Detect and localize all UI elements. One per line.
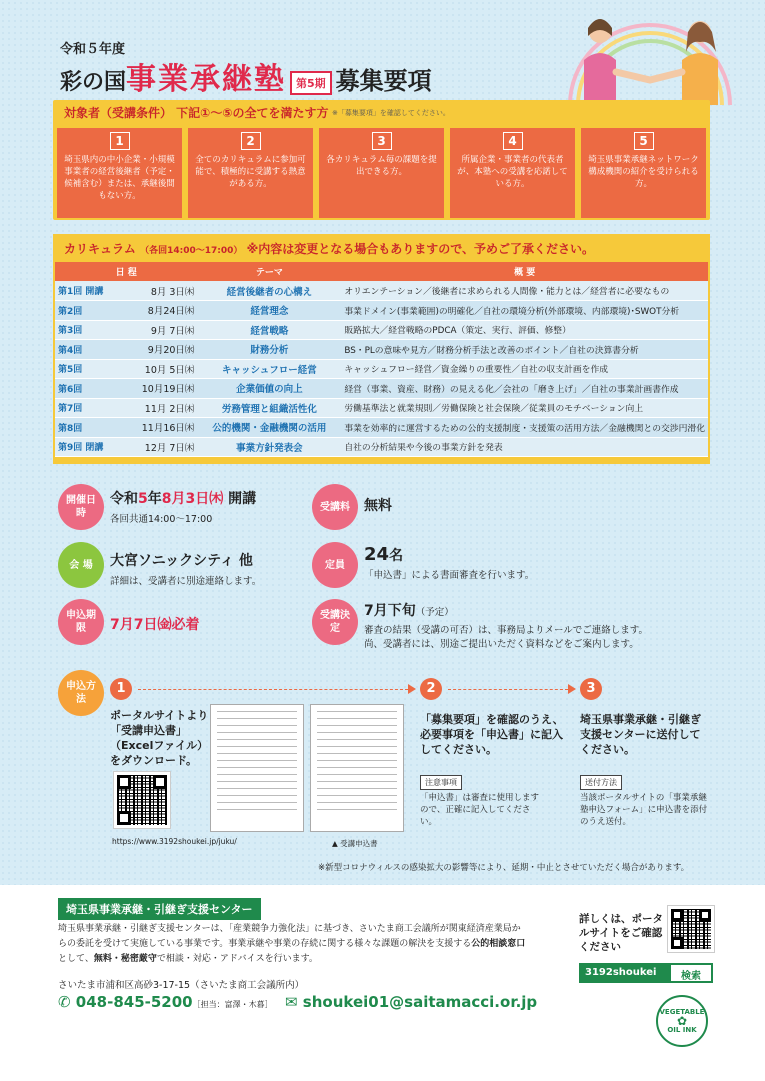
- fee-value: 無料: [364, 498, 392, 514]
- email-address: shoukei01@saitamacci.or.jp: [302, 993, 538, 1011]
- phone-icon: ✆: [58, 993, 76, 1011]
- deadline-label-badge: [58, 599, 104, 645]
- eligibility-card: [319, 128, 444, 218]
- tel-number: 048-845-5200: [75, 993, 193, 1011]
- ink-line1: VEGETABLE: [659, 1007, 705, 1016]
- leaf-icon: ✿: [676, 1013, 688, 1028]
- session-theme: 企業価値の向上: [197, 379, 341, 399]
- session-desc: 労働基準法と就業規則／労働保険と社会保険／従業員のモチベーション向上: [341, 398, 708, 418]
- eligibility-number: 3: [372, 132, 392, 150]
- step3-tag: 送付方法: [580, 775, 622, 790]
- session-desc: 自社の分析結果や今後の事業方針を発表: [341, 437, 708, 457]
- eligibility-text: 全てのカリキュラムに参加可能で、積極的に受講する熱意がある方。: [195, 155, 306, 189]
- fee-label-badge: [312, 484, 358, 530]
- session-date: 9月20日㈬: [115, 340, 198, 360]
- session-no: 第8回: [55, 418, 115, 438]
- session-date: 11月16日㈭: [115, 418, 198, 438]
- venue-info: [110, 550, 261, 587]
- session-no: 第3回: [55, 320, 115, 340]
- session-no: 第2回: [55, 301, 115, 321]
- step-arrow: [138, 689, 408, 690]
- opening-date: 8月3日㈭: [161, 491, 224, 507]
- eligibility-card: [581, 128, 706, 218]
- session-no: 第1回 開講: [55, 281, 115, 301]
- table-row: [55, 398, 708, 418]
- application-form-page-1: [210, 704, 304, 832]
- decision-value: 7月下旬: [364, 603, 416, 619]
- session-theme: 経営理念: [197, 301, 341, 321]
- opening-label: 開催日時: [66, 495, 96, 519]
- eligibility-note: ※「募集要項」を確認してください。: [332, 109, 450, 117]
- apply-label-badge: [58, 670, 104, 716]
- capacity-info: [364, 544, 534, 581]
- deadline-label: 申込期限: [66, 610, 96, 634]
- arrow-head-icon: [568, 684, 576, 694]
- search-box[interactable]: [579, 963, 713, 983]
- search-button[interactable]: 検索: [681, 971, 701, 982]
- eligibility-card: [450, 128, 575, 218]
- session-theme: 経営後継者の心構え: [197, 281, 341, 301]
- opening-year-unit: 年: [147, 491, 162, 507]
- session-desc: 事業を効率的に運営するための公的支援制度・支援策の活用方法／金融機関との交渉円滑化: [341, 418, 708, 438]
- session-theme: 労務管理と組織活性化: [197, 398, 341, 418]
- footer-tel[interactable]: [58, 993, 273, 1011]
- session-date: 11月 2日㈭: [115, 398, 198, 418]
- step-arrow: [448, 689, 568, 690]
- capacity-label-badge: [312, 542, 358, 588]
- term-badge: 第5期: [290, 71, 332, 95]
- eligibility-card: [188, 128, 313, 218]
- form-caption: ▲ 受講申込書: [332, 839, 378, 848]
- search-keyword: 3192shoukei: [581, 965, 671, 981]
- eligibility-text: 埼玉県内の中小企業・小規模事業者の経営後継者（予定・候補含む）または、承継後間もない方。: [64, 155, 175, 201]
- capacity-unit: 名: [389, 548, 404, 564]
- opening-label-badge: [58, 484, 104, 530]
- session-no: 第7回: [55, 398, 115, 418]
- step1-text: ポータルサイトより「受講申込書」（Excelファイル）をダウンロード。: [110, 709, 209, 767]
- eligibility-number: 4: [503, 132, 523, 150]
- session-date: 9月 7日㈭: [115, 320, 198, 340]
- capacity-label: 定員: [325, 559, 345, 571]
- deadline-value: 7月7日㈮必着: [110, 617, 200, 633]
- curriculum-time: （各回14:00〜17:00）: [140, 246, 243, 256]
- tel-note: ［担当：富澤・木暮］: [192, 1000, 273, 1009]
- eligibility-text: 埼玉県事業承継ネットワーク構成機関の紹介を受けられる方。: [588, 155, 699, 189]
- capacity-value-line: [364, 544, 534, 565]
- arrow-head-icon: [408, 684, 416, 694]
- table-row: [55, 320, 708, 340]
- footer-body-mid: として、: [58, 954, 94, 964]
- venue-label-badge: [58, 542, 104, 588]
- session-theme: キャッシュフロー経営: [197, 359, 341, 379]
- session-date: 10月19日㈭: [115, 379, 198, 399]
- title-suffix: 募集要項: [335, 67, 432, 95]
- step3-text: 埼玉県事業承継・引継ぎ支援センターに送付してください。: [580, 713, 701, 756]
- header-year: 令和５年度: [60, 42, 126, 57]
- eligibility-text: 所属企業・事業者の代表者が、本塾への受講を応諾している方。: [457, 155, 568, 189]
- session-no: 第5回: [55, 359, 115, 379]
- step2-tag: 注意事項: [420, 775, 462, 790]
- venue-title: 大宮ソニックシティ 他: [110, 553, 253, 569]
- step3-note: 当該ポータルサイトの「事業承継塾申込フォーム」に申込書を添付のうえ送付。: [580, 793, 708, 827]
- venue-label: 会 場: [69, 559, 93, 571]
- capacity-sub: 「申込書」による書面審査を行います。: [364, 570, 535, 581]
- table-row: [55, 418, 708, 438]
- portal-prompt: 詳しくは、ポータルサイトをご確認ください: [579, 913, 663, 953]
- footer-body-bold2: 無料・秘密厳守: [93, 954, 157, 964]
- qr-code-icon[interactable]: [114, 772, 170, 828]
- curriculum-change-note: ※内容は変更となる場合もありますので、予めご了承ください。: [246, 242, 594, 256]
- table-row: [55, 379, 708, 399]
- apply-label: 申込方法: [66, 681, 96, 705]
- vegetable-oil-ink-logo: [656, 995, 708, 1047]
- session-desc: オリエンテーション／後継者に求められる人間像・能力とは／経営者に必要なもの: [341, 281, 708, 301]
- col-theme: テーマ: [197, 262, 341, 281]
- table-row: [55, 281, 708, 301]
- title-brand: 事業承継塾: [126, 62, 287, 97]
- session-date: 10月 5日㈭: [115, 359, 198, 379]
- step3-number: 3: [580, 678, 602, 700]
- decision-note: （予定）: [415, 607, 454, 618]
- eligibility-number: 2: [241, 132, 261, 150]
- session-desc: 事業ドメイン(事業範囲)の明確化／自社の環境分析(外部環境、内部環境)･SWOT分析: [341, 301, 708, 321]
- page-title: [60, 54, 432, 98]
- decision-label: 受講決定: [320, 610, 350, 634]
- handshake-illustration: [560, 10, 740, 105]
- session-date: 8月 3日㈭: [115, 281, 198, 301]
- venue-sub: 詳細は、受講者に別途連絡します。: [110, 576, 262, 587]
- table-header-row: [55, 262, 708, 281]
- step2-note: 「申込書」は審査に使用しますので、正確に記入してください。: [420, 793, 540, 827]
- eligibility-text: 各カリキュラム毎の課題を提出できる方。: [326, 155, 437, 177]
- session-date: 12月 7日㈭: [115, 437, 198, 457]
- opening-title: [110, 488, 256, 508]
- session-date: 8月24日㈭: [115, 301, 198, 321]
- covid-note: ※新型コロナウィルスの感染拡大の影響等により、延期・中止とさせていただく場合があります。: [318, 863, 690, 873]
- curriculum-heading: [64, 240, 594, 257]
- opening-era: 令和: [110, 491, 138, 507]
- table-row: [55, 437, 708, 457]
- session-no: 第9回 閉講: [55, 437, 115, 457]
- fee-label: 受講料: [320, 501, 350, 513]
- opening-time: 各回共通14:00〜17:00: [110, 514, 213, 525]
- decision-label-badge: [312, 599, 358, 645]
- session-no: 第6回: [55, 379, 115, 399]
- session-theme: 経営戦略: [197, 320, 341, 340]
- step2-text: 「募集要項」を確認のうえ、必要事項を「申込書」に記入してください。: [420, 713, 564, 756]
- session-desc: 販路拡大／経営戦略のPDCA（策定、実行、評価、修整）: [341, 320, 708, 340]
- step2-number: 2: [420, 678, 442, 700]
- footer-qr-code-icon[interactable]: [668, 906, 714, 952]
- decision-sub2: 尚、受講者には、別途ご提出いただく資料などをご案内します。: [364, 639, 639, 650]
- eligibility-number: 1: [110, 132, 130, 150]
- col-date: 日 程: [55, 262, 197, 281]
- footer-email[interactable]: [285, 993, 537, 1011]
- session-desc: 経営（事業、資産、財務）の見える化／会社の「磨き上げ」／自社の事業計画書作成: [341, 379, 708, 399]
- curriculum-table: [55, 262, 708, 457]
- footer-address: さいたま市浦和区高砂3-17-15（さいたま商工会議所内）: [58, 980, 305, 991]
- decision-info: [364, 600, 648, 650]
- footer-body-post: で相談・対応・アドバイスを行います。: [156, 954, 318, 964]
- session-desc: キャッシュフロー経営／資金繰りの重要性／自社の収支計画を作成: [341, 359, 708, 379]
- opening-year: 5: [138, 491, 148, 507]
- footer-description: [58, 922, 528, 967]
- title-prefix: 彩の国: [60, 70, 127, 95]
- session-theme: 公的機関・金融機関の活用: [197, 418, 341, 438]
- table-row: [55, 340, 708, 360]
- session-desc: BS・PLの意味や見方／財務分析手法と改善のポイント／自社の決算書分析: [341, 340, 708, 360]
- opening-info: [110, 488, 256, 525]
- eligibility-heading: 対象者（受講条件） 下記①〜⑤の全てを満たす方: [64, 106, 329, 120]
- eligibility-number: 5: [634, 132, 654, 150]
- session-no: 第4回: [55, 340, 115, 360]
- decision-value-line: [364, 600, 648, 620]
- portal-url-link[interactable]: https://www.3192shoukei.jp/juku/: [112, 837, 237, 846]
- footer-body-pre: 埼玉県事業承継・引継ぎ支援センターは、「産業競争力強化法」に基づき、さいたま商工会議所が関東経済産業局からの委託を受けて実施している事業です。事業承継や事業の存続に関する様々な課題の解決を支援する: [58, 924, 521, 949]
- curriculum-title: カリキュラム: [64, 242, 136, 256]
- eligibility-card: [57, 128, 182, 218]
- col-desc: 概 要: [341, 262, 708, 281]
- footer-body-bold1: 公的相談窓口: [471, 939, 526, 949]
- mail-icon: ✉: [285, 993, 303, 1011]
- table-row: [55, 301, 708, 321]
- decision-sub1: 審査の結果（受講の可否）は、事務局よりメールでご連絡します。: [364, 625, 649, 636]
- application-form-page-2: [310, 704, 404, 832]
- step1-number: 1: [110, 678, 132, 700]
- ink-line2: OIL INK: [667, 1025, 697, 1034]
- capacity-value: 24: [364, 544, 390, 565]
- opening-suffix: 開講: [223, 491, 257, 507]
- session-theme: 財務分析: [197, 340, 341, 360]
- session-theme: 事業方針発表会: [197, 437, 341, 457]
- table-row: [55, 359, 708, 379]
- footer-org: 埼玉県事業承継・引継ぎ支援センター: [58, 898, 261, 920]
